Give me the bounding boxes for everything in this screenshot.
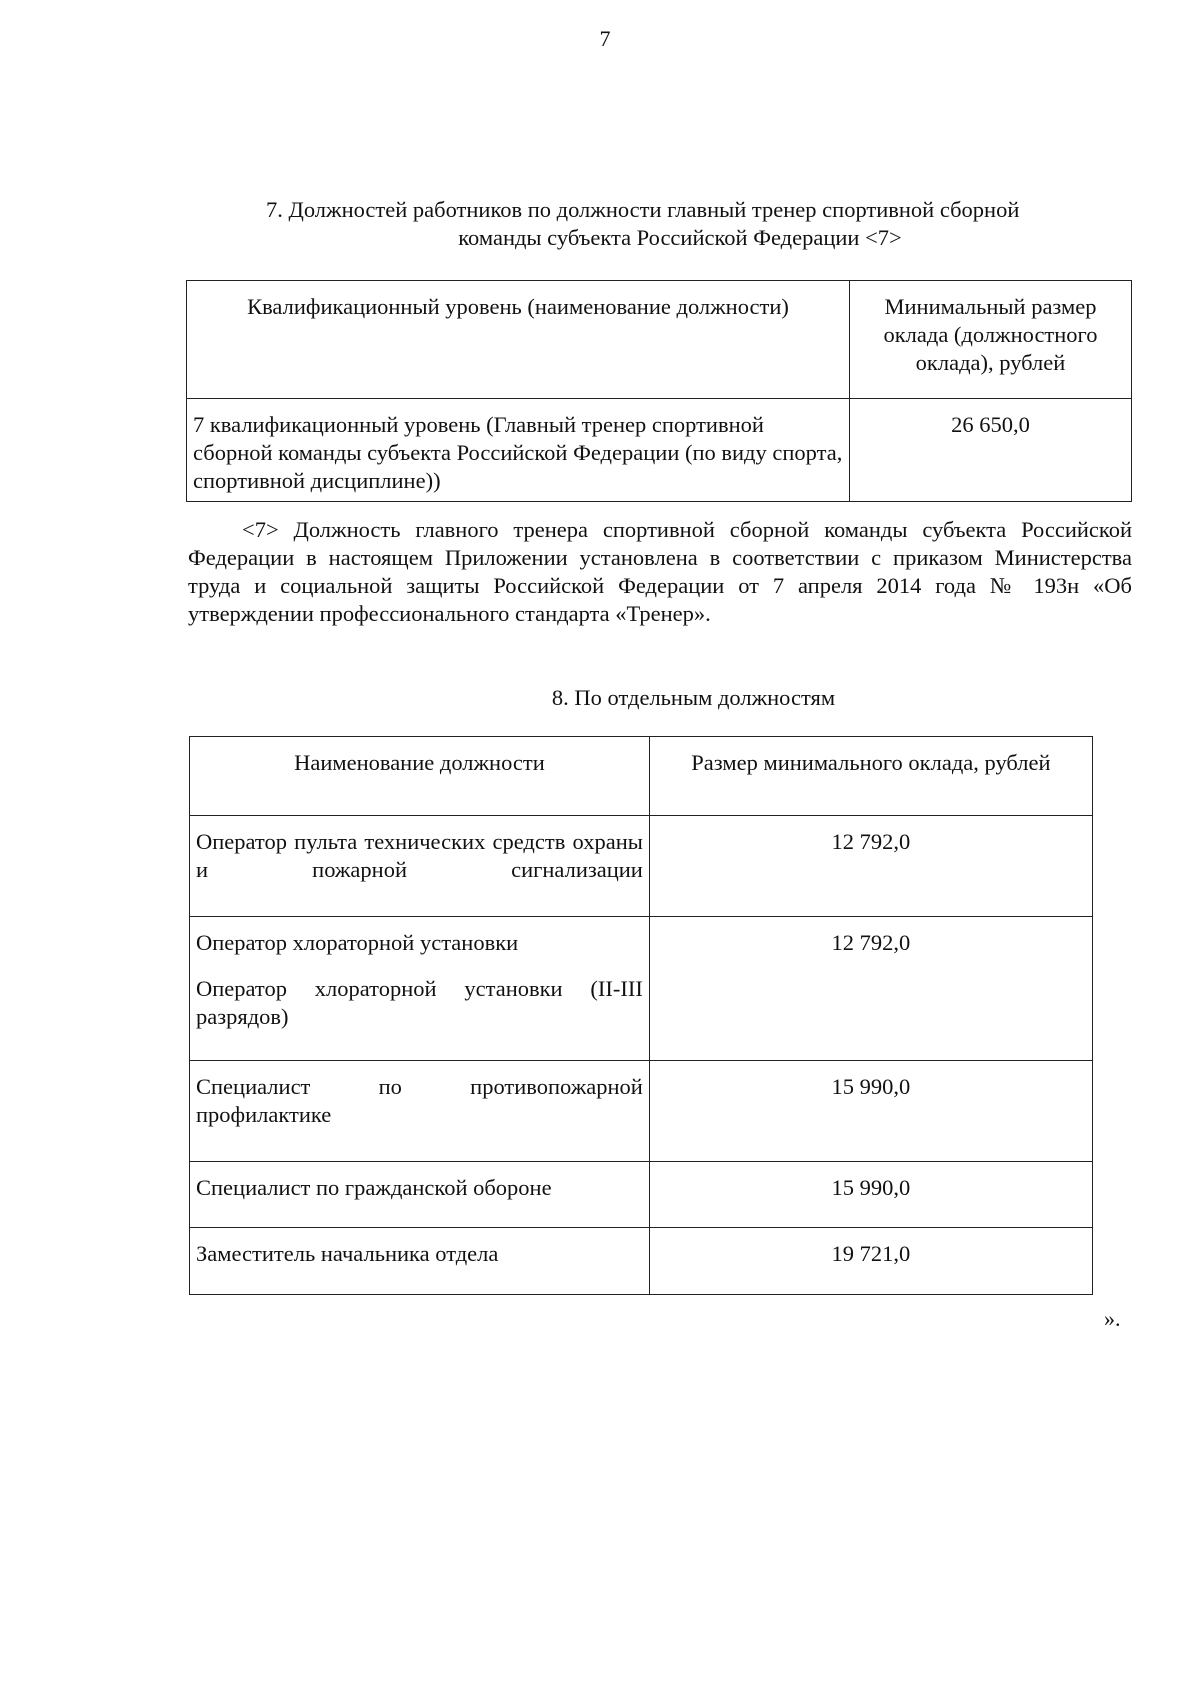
section-7-heading bbox=[250, 196, 1110, 252]
position-name-cell bbox=[190, 1162, 650, 1228]
salary-value-cell: 12 792,0 bbox=[649, 816, 1092, 917]
header-qualification-level: Квалификационный уровень (наименование должности) bbox=[187, 281, 850, 399]
table-row bbox=[190, 816, 1093, 917]
position-name-cell bbox=[190, 1228, 650, 1295]
position-name-variant: Оператор хлораторной установки (II-III разрядов) bbox=[196, 976, 643, 1029]
positions-salary-table bbox=[189, 736, 1093, 1295]
position-name: Специалист по противопожарной профилактике bbox=[196, 1074, 643, 1127]
position-name: Оператор пульта технических средств охраны и пожарной сигнализации bbox=[196, 829, 643, 882]
table-header-row bbox=[190, 737, 1093, 816]
table-row bbox=[190, 1162, 1093, 1228]
salary-value-cell: 19 721,0 bbox=[649, 1228, 1092, 1295]
footnote-7 bbox=[188, 516, 1132, 628]
section-8-heading: 8. По отдельным должностям bbox=[551, 685, 836, 710]
table-header-row bbox=[187, 281, 1132, 399]
section-7-heading-line-1: 7. Должностей работников по должности главный тренер спортивной сборной bbox=[266, 197, 1020, 222]
position-name-cell bbox=[190, 917, 650, 1061]
position-name: Специалист по гражданской обороне bbox=[196, 1175, 552, 1200]
header-minimum-salary: Минимальный размер оклада (должностного оклада), рублей bbox=[849, 281, 1131, 399]
header-minimum-salary: Размер минимального оклада, рублей bbox=[649, 737, 1092, 816]
qualification-name-cell: 7 квалификационный уровень (Главный тренер спортивной сборной команды субъекта Российской Федерации (по виду спорта, спортивной дисциплине)) bbox=[187, 399, 850, 502]
page-number: 7 bbox=[599, 26, 611, 51]
table-row bbox=[190, 917, 1093, 1061]
table-row bbox=[187, 399, 1132, 502]
salary-value-cell: 15 990,0 bbox=[649, 1061, 1092, 1162]
position-name-cell bbox=[190, 1061, 650, 1162]
salary-value-cell: 15 990,0 bbox=[649, 1162, 1092, 1228]
salary-value-cell: 26 650,0 bbox=[849, 399, 1131, 502]
footnote-text: <7> Должность главного тренера спортивной сборной команды субъекта Российской Федерации в настоящем Приложении установлена в соответствии с приказом Министерства труда и социальной защиты Российской Федерации от 7 апреля 2014 года № 193н «Об утверждении профессионального стандарта «Тренер». bbox=[188, 517, 1132, 626]
header-position-name: Наименование должности bbox=[190, 737, 650, 816]
position-name-cell bbox=[190, 816, 650, 917]
salary-value-cell: 12 792,0 bbox=[649, 917, 1092, 1061]
table-row bbox=[190, 1061, 1093, 1162]
table-row bbox=[190, 1228, 1093, 1295]
position-name: Оператор хлораторной установки bbox=[196, 930, 519, 955]
position-name: Заместитель начальника отдела bbox=[196, 1241, 499, 1266]
qualification-salary-table bbox=[186, 280, 1132, 502]
closing-quote-mark: ». bbox=[1104, 1306, 1121, 1331]
section-7-heading-line-2: команды субъекта Российской Федерации <7> bbox=[458, 225, 902, 250]
